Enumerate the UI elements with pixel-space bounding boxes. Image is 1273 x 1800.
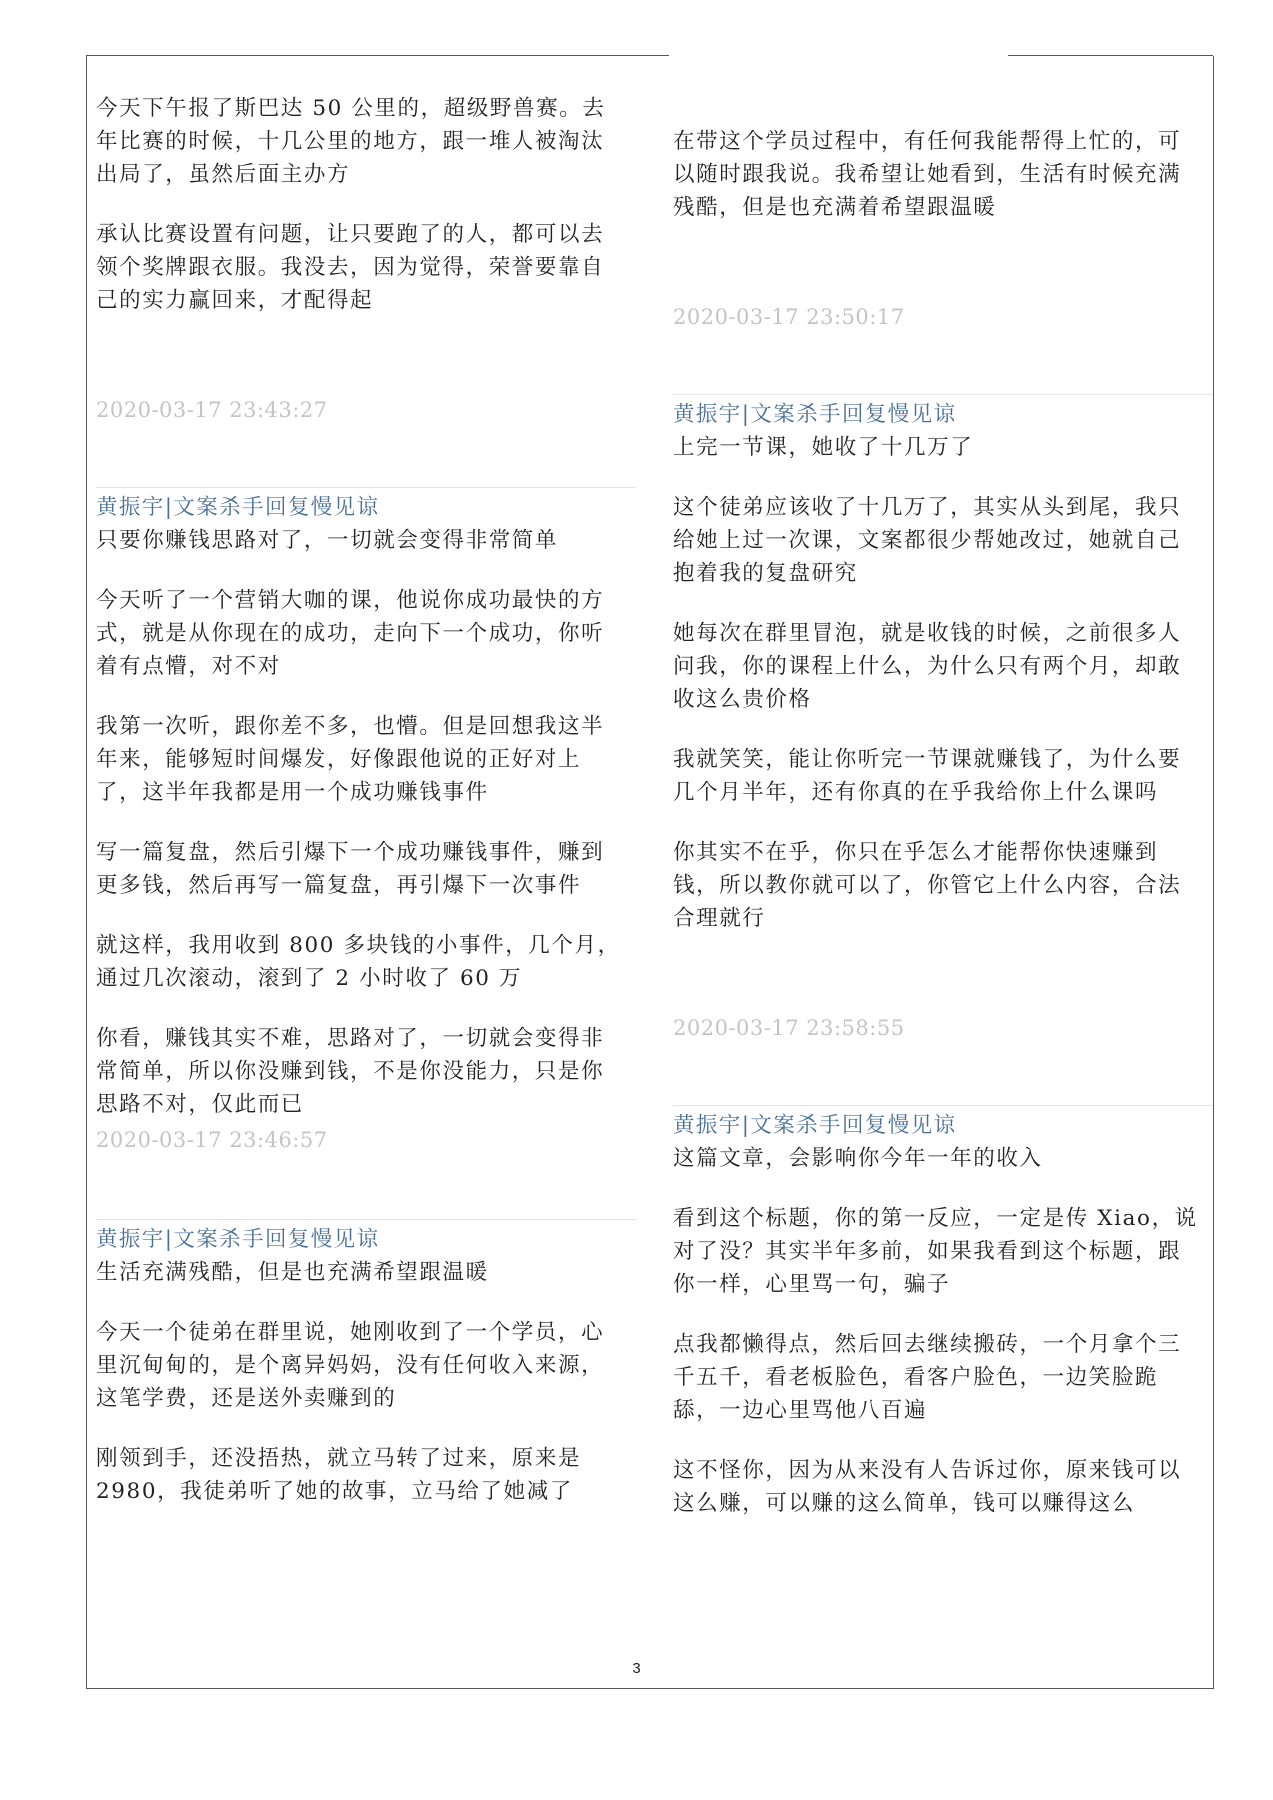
post-paragraph: 写一篇复盘，然后引爆下一个成功赚钱事件，赚到更多钱，然后再写一篇复盘，再引爆下一次事件 [96,840,605,898]
post-title: 生活充满残酷，但是也充满希望跟温暖 [96,1260,489,1285]
post-timestamp: 2020-03-17 23:46:57 [96,1128,328,1152]
page-number: 3 [632,1660,641,1677]
author-name: 黄振宇|文案杀手回复慢见谅 [673,402,957,427]
right-column [673,125,1203,1520]
post-paragraph: 承认比赛设置有问题，让只要跑了的人，都可以去领个奖牌跟衣服。我没去，因为觉得，荣誉要靠自己的实力赢回来，才配得起 [96,222,605,313]
post-paragraph: 看到这个标题，你的第一反应，一定是传 Xiao，说对了没？其实半年多前，如果我看到这个标题，跟你一样，心里骂一句，骗子 [673,1206,1198,1297]
post-timestamp: 2020-03-17 23:43:27 [96,398,328,422]
post-paragraph: 今天听了一个营销大咖的课，他说你成功最快的方式，就是从你现在的成功，走向下一个成功，你听着有点懵，对不对 [96,588,605,679]
post-paragraph: 你看，赚钱其实不难，思路对了，一切就会变得非常简单，所以你没赚到钱，不是你没能力，只是你思路不对，仅此而已 [96,1026,605,1117]
post-paragraph: 今天下午报了斯巴达 50 公里的，超级野兽赛。去年比赛的时候，十几公里的地方，跟一堆人被淘汰出局了，虽然后面主办方 [96,96,606,187]
post-paragraph: 我就笑笑，能让你听完一节课就赚钱了，为什么要几个月半年，还有你真的在乎我给你上什么课吗 [673,747,1182,805]
post-paragraph: 她每次在群里冒泡，就是收钱的时候，之前很多人问我，你的课程上什么，为什么只有两个月，却敢收这么贵价格 [673,621,1182,712]
post-timestamp: 2020-03-17 23:58:55 [673,1016,905,1040]
post-paragraph: 点我都懒得点，然后回去继续搬砖，一个月拿个三千五千，看老板脸色，看客户脸色，一边笑脸跪舔，一边心里骂他八百遍 [673,1332,1182,1423]
left-column [96,92,626,1508]
post-title: 只要你赚钱思路对了，一切就会变得非常简单 [96,528,559,553]
post-paragraph: 你其实不在乎，你只在乎怎么才能帮你快速赚到钱，所以教你就可以了，你管它上什么内容，合法合理就行 [673,840,1182,931]
post-paragraph: 今天一个徒弟在群里说，她刚收到了一个学员，心里沉甸甸的，是个离异妈妈，没有任何收入来源，这笔学费，还是送外卖赚到的 [96,1320,605,1411]
post-paragraph: 刚领到手，还没捂热，就立马转了过来，原来是 2980，我徒弟听了她的故事，立马给了她减了 [96,1446,582,1504]
post-paragraph: 这个徒弟应该收了十几万了，其实从头到尾，我只给她上过一次课，文案都很少帮她改过，她就自己抱着我的复盘研究 [673,495,1182,586]
post-title: 上完一节课，她收了十几万了 [673,435,974,460]
post-paragraph: 这不怪你，因为从来没有人告诉过你，原来钱可以这么赚，可以赚的这么简单，钱可以赚得这么 [673,1458,1182,1516]
author-name: 黄振宇|文案杀手回复慢见谅 [96,495,380,520]
post-paragraph: 就这样，我用收到 800 多块钱的小事件，几个月，通过几次滚动，滚到了 2 小时收了 60 万 [96,933,621,991]
post-paragraph: 我第一次听，跟你差不多，也懵。但是回想我这半年来，能够短时间爆发，好像跟他说的正好对上了，这半年我都是用一个成功赚钱事件 [96,714,605,805]
post-paragraph: 在带这个学员过程中，有任何我能帮得上忙的，可以随时跟我说。我希望让她看到，生活有时候充满残酷，但是也充满着希望跟温暖 [673,129,1182,220]
author-name: 黄振宇|文案杀手回复慢见谅 [673,1113,957,1138]
post-timestamp: 2020-03-17 23:50:17 [673,305,905,329]
author-name: 黄振宇|文案杀手回复慢见谅 [96,1227,380,1252]
post-title: 这篇文章，会影响你今年一年的收入 [673,1146,1043,1171]
